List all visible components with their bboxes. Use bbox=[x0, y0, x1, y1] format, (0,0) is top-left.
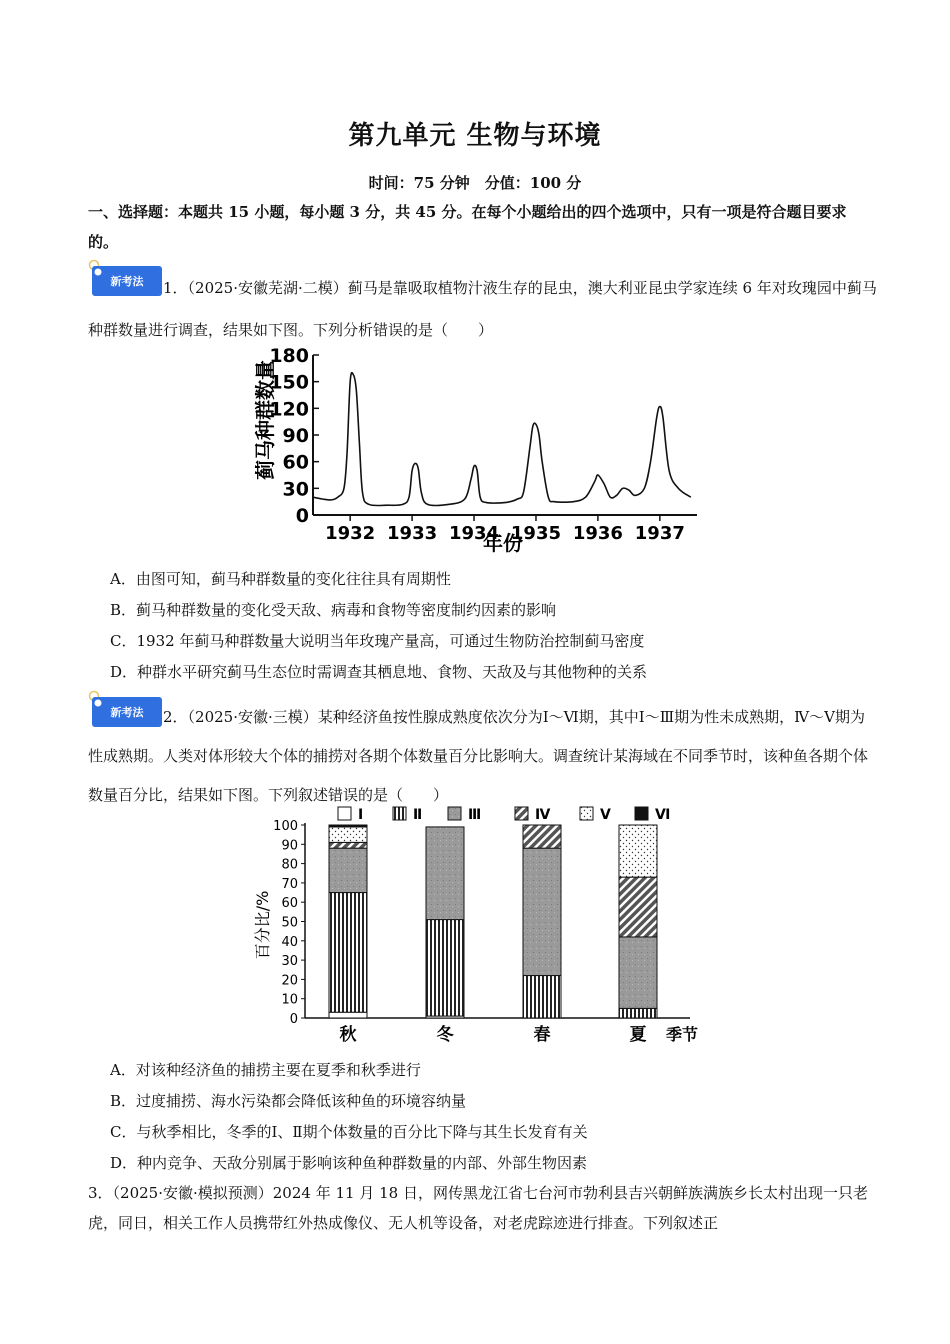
q1-option-c[interactable]: C．1932 年蓟马种群数量大说明当年玫瑰产量高，可通过生物防治控制蓟马密度 bbox=[110, 632, 645, 650]
page-title: 第九单元 生物与环境 bbox=[348, 121, 602, 151]
chart2-bar-segment bbox=[619, 937, 657, 1008]
chart2-bar-segment bbox=[329, 842, 367, 848]
chart1-ylabel: 蓟马种群数量 bbox=[253, 360, 277, 480]
chart2-legend-label: Ⅳ bbox=[535, 807, 551, 823]
chart1-y-tick-label: 180 bbox=[269, 345, 309, 367]
chart2-bar-segment bbox=[329, 893, 367, 1013]
chart1-x-tick-label: 1934 bbox=[448, 523, 500, 544]
q3-stem: 3．（2025·安徽·模拟预测）2024 年 11 月 18 日，网传黑龙江省七台河市勃利县吉兴朝鲜族满族乡长太村出现一只老虎，同日，相关工作人员携带红外热成像仪、无人机等设备，对老虎踪迹进行排查。下列叙述正 bbox=[88, 1184, 868, 1232]
chart2-legend-label: Ⅴ bbox=[600, 807, 611, 823]
chart2-xlabel: 季节 bbox=[665, 1025, 699, 1044]
chart2-legend-label: Ⅱ bbox=[413, 807, 423, 823]
chart2-y-tick-label: 90 bbox=[281, 838, 298, 854]
fish-stage-percentage-chart bbox=[250, 800, 700, 1050]
chart2-y-tick-label: 0 bbox=[289, 1012, 298, 1027]
chart2-bar-segment bbox=[619, 1008, 657, 1018]
chart2-bar-segment bbox=[523, 976, 561, 1018]
chart1-x-tick-label: 1932 bbox=[325, 523, 376, 544]
chart2-bar-segment bbox=[426, 827, 464, 920]
chart1-y-tick-label: 90 bbox=[282, 425, 309, 447]
chart2-y-tick-label: 40 bbox=[281, 934, 298, 950]
chart1-x-tick-label: 1933 bbox=[387, 523, 438, 544]
chart1-x-tick-label: 1935 bbox=[510, 523, 562, 544]
chart2-y-tick-label: 30 bbox=[281, 954, 298, 970]
chart2-legend-swatch bbox=[338, 807, 351, 820]
chart2-ylabel: 百分比/% bbox=[253, 890, 272, 960]
q1-stem: 1．（2025·安徽芜湖·二模）蓟马是靠吸取植物汁液生存的昆虫，澳大利亚昆虫学家连续 6 年对玫瑰园中蓟马种群数量进行调查，结果如下图。下列分析错误的是（ ） bbox=[88, 279, 877, 339]
chart2-category-label: 秋 bbox=[339, 1025, 357, 1045]
chart2-category-label: 春 bbox=[533, 1025, 551, 1045]
chart2-category-label: 冬 bbox=[436, 1025, 454, 1045]
q1-option-b[interactable]: B．蓟马种群数量的变化受天敌、病毒和食物等密度制约因素的影响 bbox=[110, 601, 557, 619]
chart2-y-tick-label: 100 bbox=[273, 819, 298, 834]
chart2-y-tick-label: 70 bbox=[281, 876, 298, 892]
chart2-legend-swatch bbox=[448, 807, 461, 820]
chart2-legend-label: Ⅰ bbox=[358, 807, 364, 823]
q2-option-b[interactable]: B．过度捕捞、海水污染都会降低该种鱼的环境容纳量 bbox=[110, 1092, 467, 1110]
chart2-bar-segment bbox=[426, 920, 464, 1017]
q2-option-a[interactable]: A．对该种经济鱼的捕捞主要在夏季和秋季进行 bbox=[110, 1061, 421, 1079]
badge-label: 新考法 bbox=[110, 706, 144, 719]
chart1-x-tick-label: 1936 bbox=[572, 523, 623, 544]
chart2-y-tick-label: 50 bbox=[281, 915, 298, 931]
chart2-category-label: 夏 bbox=[629, 1025, 647, 1045]
chart2-y-tick-label: 60 bbox=[281, 896, 298, 912]
q2-option-c[interactable]: C．与秋季相比，冬季的Ⅰ、Ⅱ期个体数量的百分比下降与其生长发育有关 bbox=[110, 1123, 588, 1141]
chart2-bar-segment bbox=[329, 1012, 367, 1018]
exam-meta: 时间：75 分钟 分值：100 分 bbox=[368, 174, 582, 192]
chart2-legend-swatch bbox=[393, 807, 406, 820]
q1-option-a[interactable]: A．由图可知，蓟马种群数量的变化往往具有周期性 bbox=[110, 570, 451, 588]
chart2-bar-segment bbox=[523, 848, 561, 975]
chart2-y-tick-label: 20 bbox=[281, 973, 298, 989]
chart1-y-tick-label: 30 bbox=[282, 478, 309, 501]
badge-label: 新考法 bbox=[110, 275, 144, 288]
chart2-bar-segment bbox=[329, 848, 367, 892]
chart2-bar-segment bbox=[329, 825, 367, 827]
chart1-x-tick-label: 1937 bbox=[634, 523, 685, 544]
chart2-y-tick-label: 80 bbox=[281, 857, 298, 873]
chart1-y-tick-label: 0 bbox=[295, 505, 309, 527]
chart2-bar-segment bbox=[523, 825, 561, 848]
chart2-legend-label: Ⅵ bbox=[655, 807, 671, 823]
q2-stem: 2．（2025·安徽·三模）某种经济鱼按性腺成熟度依次分为Ⅰ～Ⅵ期，其中Ⅰ～Ⅲ期为性未成熟期，Ⅳ～Ⅴ期为性成熟期。人类对体形较大个体的捕捞对各期个体数量百分比影响大。调查统计某海域在不同季节时，该种鱼各期个体数量百分比，结果如下图。下列叙述错误的是（ ） bbox=[88, 708, 869, 804]
chart2-legend-swatch bbox=[580, 807, 593, 820]
chart1-xlabel: 年份 bbox=[483, 531, 523, 555]
chart2-legend-label: Ⅲ bbox=[468, 807, 482, 823]
thrips-population-chart bbox=[245, 340, 705, 560]
chart1-y-tick-label: 150 bbox=[269, 371, 309, 394]
chart2-legend-swatch bbox=[515, 807, 528, 820]
chart2-y-tick-label: 10 bbox=[281, 992, 298, 1008]
chart2-bar-segment bbox=[329, 827, 367, 842]
chart1-y-tick-label: 60 bbox=[282, 451, 309, 474]
q1-option-d[interactable]: D．种群水平研究蓟马生态位时需调查其栖息地、食物、天敌及与其他物种的关系 bbox=[110, 663, 648, 681]
chart1-y-tick-label: 120 bbox=[269, 398, 309, 421]
chart2-bar-segment bbox=[619, 877, 657, 937]
chart2-bar-segment bbox=[619, 825, 657, 877]
section-heading: 一、选择题：本题共 15 小题，每小题 3 分，共 45 分。在每个小题给出的四个选项中，只有一项是符合题目要求的。 bbox=[88, 203, 847, 251]
chart1-series-line bbox=[313, 373, 691, 506]
q2-option-d[interactable]: D．种内竞争、天敌分别属于影响该种鱼种群数量的内部、外部生物因素 bbox=[110, 1154, 588, 1172]
chart2-legend-swatch bbox=[635, 807, 648, 820]
